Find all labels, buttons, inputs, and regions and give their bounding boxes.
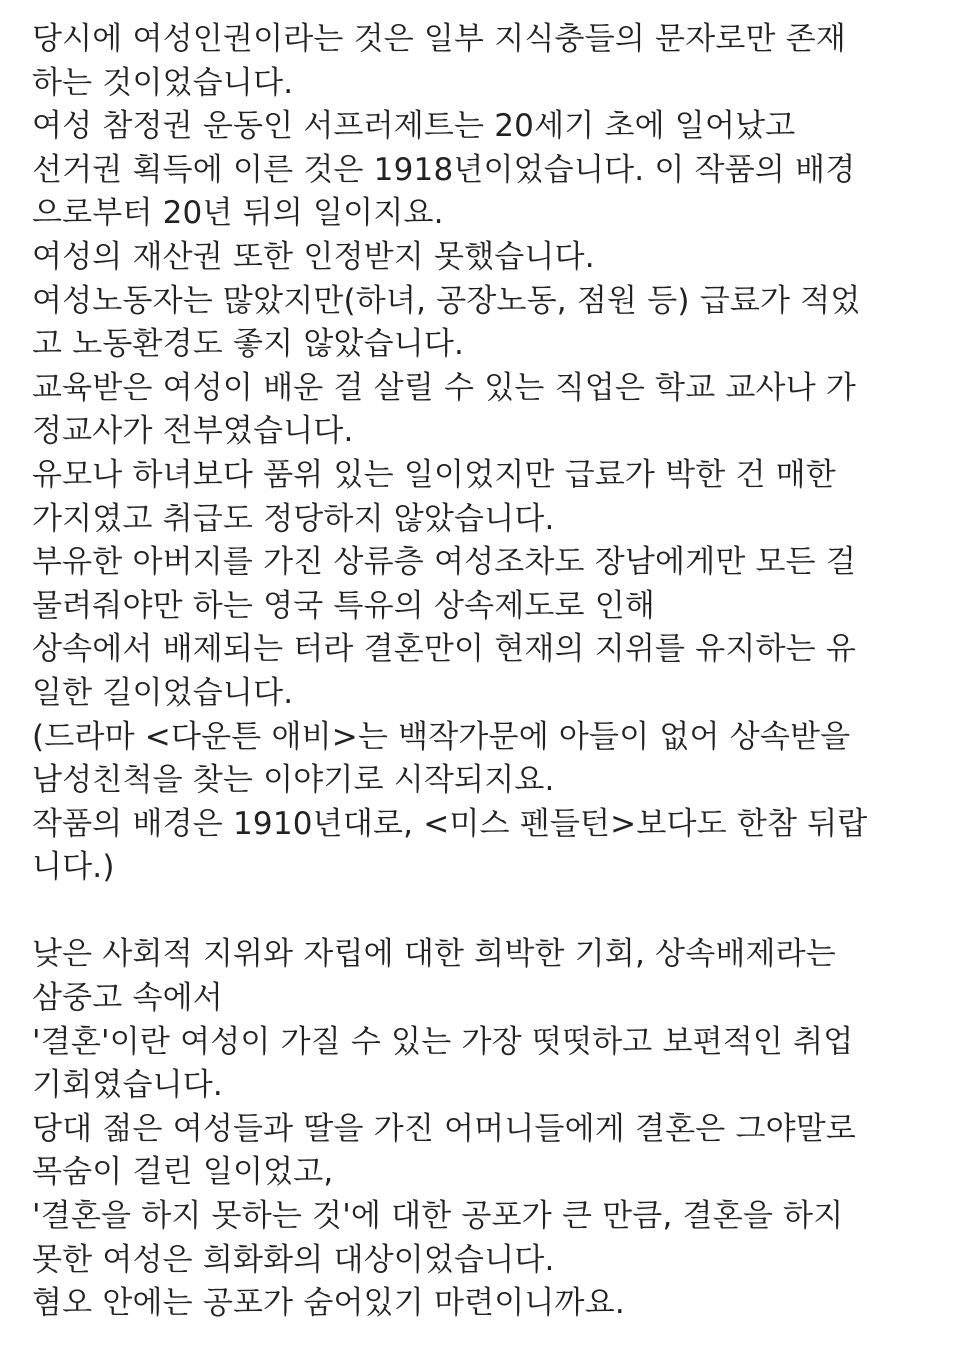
paragraph-gap [32,890,953,934]
text-line: 교육받은 여성이 배운 걸 살릴 수 있는 직업은 학교 교사나 가 [32,369,857,406]
text-line: 못한 여성은 희화화의 대상이었습니다. [32,1241,555,1278]
text-line: 가지였고 취급도 정당하지 않았습니다. [32,500,555,537]
text-line: (드라마 <다운튼 애비>는 백작가문에 아들이 없어 상속받을 [32,718,851,755]
text-line: 당대 젊은 여성들과 딸을 가진 어머니들에게 결혼은 그야말로 [32,1110,857,1147]
text-line: 유모나 하녀보다 품위 있는 일이었지만 급료가 박한 건 매한 [32,456,836,493]
text-line: 삼중고 속에서 [32,980,223,1017]
paragraph-1 [32,18,953,890]
text-line: 여성 참정권 운동인 서프러제트는 20세기 초에 일어났고 [32,108,796,145]
text-line: 물려줘야만 하는 영국 특유의 상속제도로 인해 [32,587,656,624]
text-line: 일한 길이었습니다. [32,674,294,711]
text-line: 니다.) [32,849,115,886]
text-line: 남성친척을 찾는 이야기로 시작되지요. [32,762,555,799]
text-line: 정교사가 전부였습니다. [32,413,354,450]
text-line: '결혼'이란 여성이 가질 수 있는 가장 떳떳하고 보편적인 취업 [32,1023,854,1060]
text-line: 여성노동자는 많았지만(하녀, 공장노동, 점원 등) 급료가 적었 [32,282,861,319]
text-line: 낮은 사회적 지위와 자립에 대한 희박한 기회, 상속배제라는 [32,936,836,973]
text-line: 혐오 안에는 공포가 숨어있기 마련이니까요. [32,1285,625,1322]
paragraph-2 [32,933,953,1325]
text-line: 작품의 배경은 1910년대로, <미스 펜들턴>보다도 한참 뒤랍 [32,805,868,842]
text-line: 상속에서 배제되는 터라 결혼만이 현재의 지위를 유지하는 유 [32,631,857,668]
text-line: 선거권 획득에 이른 것은 1918년이었습니다. 이 작품의 배경 [32,151,856,188]
text-line: 하는 것이었습니다. [32,64,294,101]
text-line: 고 노동환경도 좋지 않았습니다. [32,326,465,363]
text-line: 목숨이 걸린 일이었고, [32,1154,334,1191]
text-line: 여성의 재산권 또한 인정받지 못했습니다. [32,238,595,275]
text-line: 부유한 아버지를 가진 상류층 여성조차도 장남에게만 모든 걸 [32,544,857,581]
text-line: 으로부터 20년 뒤의 일이지요. [32,195,444,232]
text-line: '결혼을 하지 못하는 것'에 대한 공포가 큰 만큼, 결혼을 하지 [32,1198,844,1235]
text-line: 기회였습니다. [32,1067,223,1104]
text-line: 당시에 여성인권이라는 것은 일부 지식충들의 문자로만 존재 [32,21,846,57]
